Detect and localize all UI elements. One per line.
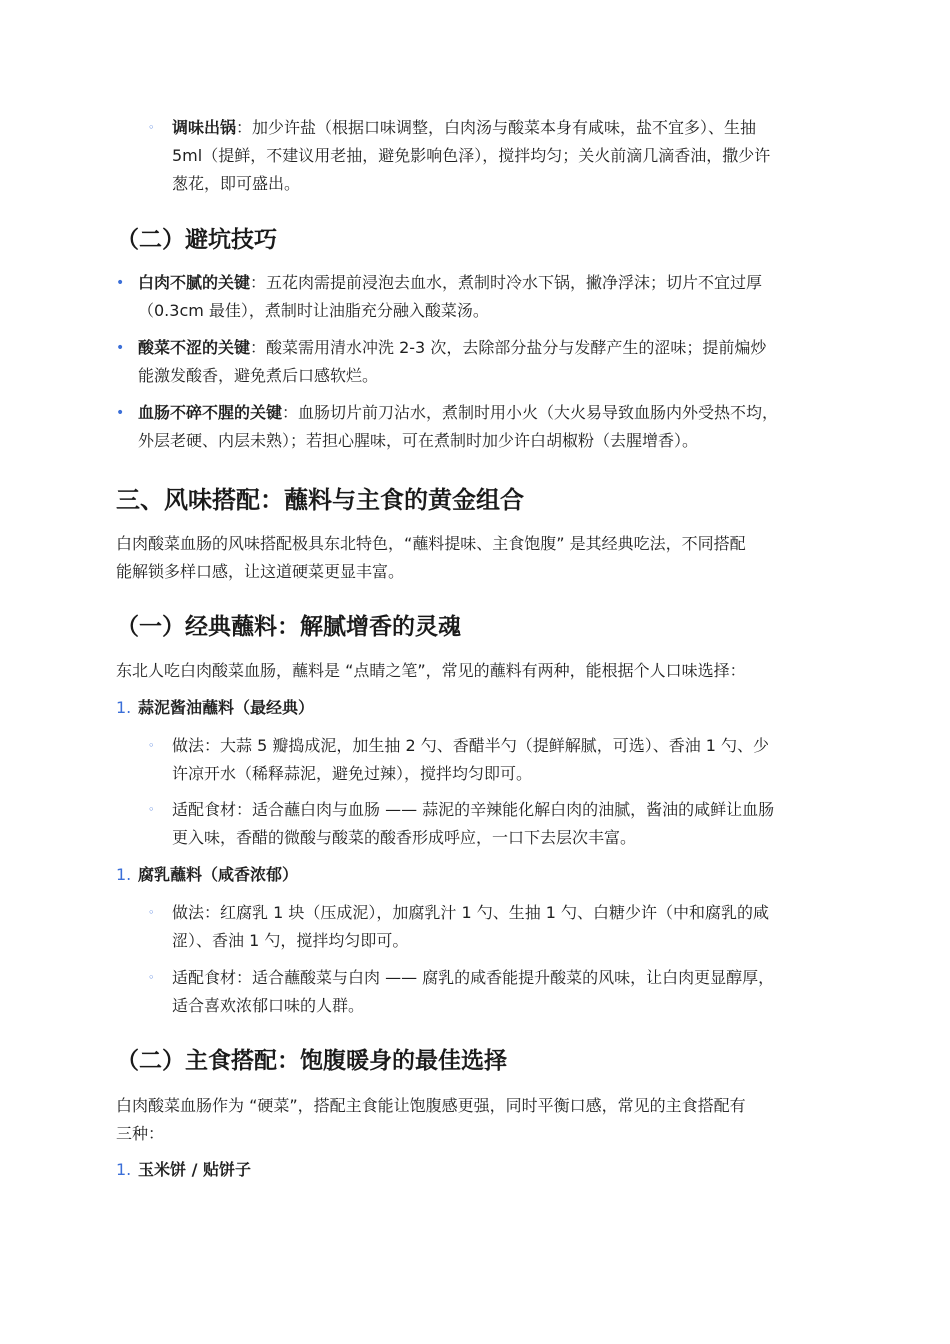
sauce-1-sub-2-line-1: 适配食材：适合蘸白肉与血肠 —— 蒜泥的辛辣能化解白肉的油腻，酱油的咸鲜让血肠	[172, 800, 775, 819]
sauce-2-title: 腐乳蘸料（咸香浓郁）	[138, 865, 299, 884]
tips-heading: （二）避坑技巧	[116, 227, 277, 253]
sauce-1-sub-2-line-2: 更入味，香醋的微酸与酸菜的酸香形成呼应，一口下去层次丰富。	[172, 828, 637, 847]
tip-1-label: 白肉不腻的关键	[138, 273, 251, 292]
season-line-1	[172, 114, 756, 142]
sauce-intro: 东北人吃白肉酸菜血肠，蘸料是 “点睛之笔”，常见的蘸料有两种，能根据个人口味选择：	[116, 661, 746, 680]
tip-2-text-1: ：酸菜需用清水冲洗 2-3 次，去除部分盐分与发酵产生的涩味；提前煸炒	[250, 338, 767, 357]
sub-bullet-marker: ◦	[148, 971, 155, 984]
season-text-1: ：加少许盐（根据口味调整，白肉汤与酸菜本身有咸味，盐不宜多）、生抽	[236, 118, 757, 137]
sauce-2-sub-1-line-2: 涩）、香油 1 勺，搅拌均匀即可。	[172, 931, 409, 950]
tip-1-line-2: （0.3cm 最佳），煮制时让油脂充分融入酸菜汤。	[138, 301, 489, 320]
tip-3-text-1: ：血肠切片前刀沾水，煮制时用小火（大火易导致血肠内外受热不均，	[282, 403, 779, 422]
section3-intro-2: 能解锁多样口感，让这道硬菜更显丰富。	[116, 562, 405, 581]
tip-1-line-1	[138, 269, 762, 297]
bullet-marker: •	[116, 340, 125, 356]
staple-intro-2: 三种：	[116, 1124, 165, 1143]
staple-heading: （二）主食搭配：饱腹暖身的最佳选择	[116, 1048, 507, 1074]
sauce-1-title: 蒜泥酱油蘸料（最经典）	[138, 698, 315, 717]
staple-1-title: 玉米饼 / 贴饼子	[138, 1160, 251, 1179]
sauce-heading: （一）经典蘸料：解腻增香的灵魂	[116, 614, 461, 640]
tip-3-line-1	[138, 399, 778, 427]
sauce-2-sub-2-line-1: 适配食材：适合蘸酸菜与白肉 —— 腐乳的咸香能提升酸菜的风味，让白肉更显醇厚，	[172, 968, 775, 987]
list-number: 1.	[116, 698, 132, 717]
sub-bullet-marker: ◦	[148, 121, 155, 134]
bullet-marker: •	[116, 405, 125, 421]
tip-2-line-1	[138, 334, 766, 362]
section3-intro-1: 白肉酸菜血肠的风味搭配极具东北特色，“蘸料提味、主食饱腹” 是其经典吃法，不同搭配	[116, 534, 746, 553]
bullet-marker: •	[116, 275, 125, 291]
season-line-2: 5ml（提鲜，不建议用老抽，避免影响色泽），搅拌均匀；关火前滴几滴香油，撒少许	[172, 146, 771, 165]
sauce-2-sub-2-line-2: 适合喜欢浓郁口味的人群。	[172, 996, 365, 1015]
tip-1-text-1: ：五花肉需提前浸泡去血水，煮制时冷水下锅，撇净浮沫；切片不宜过厚	[250, 273, 763, 292]
sauce-2-sub-1-line-1: 做法：红腐乳 1 块（压成泥），加腐乳汁 1 勺、生抽 1 勺、白糖少许（中和腐乳的咸	[172, 903, 770, 922]
season-line-3: 葱花，即可盛出。	[172, 174, 301, 193]
tip-2-label: 酸菜不涩的关键	[138, 338, 251, 357]
tip-3-label: 血肠不碎不腥的关键	[138, 403, 283, 422]
list-number: 1.	[116, 865, 132, 884]
sauce-1-sub-1-line-2: 许凉开水（稀释蒜泥，避免过辣），搅拌均匀即可。	[172, 764, 533, 783]
season-label: 调味出锅	[172, 118, 237, 137]
sub-bullet-marker: ◦	[148, 739, 155, 752]
sub-bullet-marker: ◦	[148, 803, 155, 816]
sauce-1-sub-1-line-1: 做法：大蒜 5 瓣捣成泥，加生抽 2 勺、香醋半勺（提鲜解腻，可选）、香油 1 勺、少	[172, 736, 770, 755]
section3-heading: 三、风味搭配：蘸料与主食的黄金组合	[116, 486, 524, 514]
tip-3-line-2: 外层老硬、内层未熟）；若担心腥味，可在煮制时加少许白胡椒粉（去腥增香）。	[138, 431, 699, 450]
tip-2-line-2: 能激发酸香，避免煮后口感软烂。	[138, 366, 379, 385]
sub-bullet-marker: ◦	[148, 906, 155, 919]
list-number: 1.	[116, 1160, 132, 1179]
staple-intro-1: 白肉酸菜血肠作为 “硬菜”，搭配主食能让饱腹感更强，同时平衡口感，常见的主食搭配有	[116, 1096, 746, 1115]
